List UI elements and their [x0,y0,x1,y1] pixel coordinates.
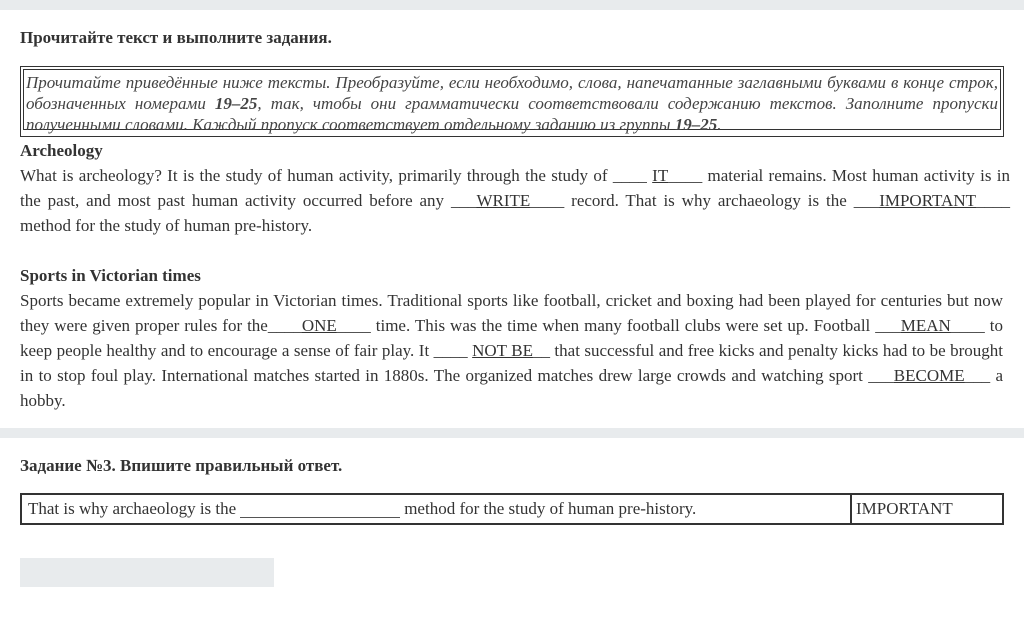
task-keyword-cell: IMPORTANT [856,499,953,518]
instruction-text [23,69,1001,134]
section-separator-band [0,428,1024,438]
text-segment: a hobby. [20,366,1004,410]
instruction-box [20,66,1004,137]
task-sentence-end: method for the study of human pre-history. [404,499,697,518]
gap-line: ____ [267,316,302,335]
top-separator-band [0,0,1024,10]
archeology-text [20,163,1010,238]
gap-line: ____ [950,316,985,335]
instruction-part-2: , так, чтобы они грамматически соответствовали содержанию текстов. Заполните пропуски полученными словами. Каждый пропуск соответствует отдельному заданию из группы [26,94,998,134]
task-table [20,493,1004,525]
text-segment: material remains. Most human activity is in the past, and most past human activity occurred before any [20,166,1010,210]
submit-button[interactable] [20,558,274,587]
gap-line: ____ [336,316,371,335]
gap-line: ___ [964,366,991,385]
text-segment: that successful and free kicks and penalty kicks had to be brought in to stop foul play. International matches started in 1880s. The organized matches drew large crowds and watching sport [20,341,1003,385]
gap-line: ___ [853,191,880,210]
text-segment: record. That is why archaeology is the [564,191,854,210]
victorian-title: Sports in Victorian times [20,266,201,285]
answer-input[interactable] [240,503,400,518]
gap-word-one: ONE [301,316,337,335]
gap-word-it: IT [652,166,669,185]
page-title: Прочитайте текст и выполните задания. [20,28,332,47]
text-segment: method for the study of human pre-history. [20,216,313,235]
gap-line: ____ [612,166,653,185]
instruction-range-1: 19–25 [214,94,258,113]
task-title: Задание №3. Впишите правильный ответ. [20,456,343,475]
gap-word-mean: MEAN [900,316,951,335]
gap-line: ___ [450,191,477,210]
gap-word-important: IMPORTANT [879,191,976,210]
victorian-text [20,288,1003,413]
gap-line: ____ [975,191,1010,210]
instruction-part-1: Прочитайте приведённые ниже тексты. Преобразуйте, если необходимо, слова, напечатанные заглавными буквами в конце строк, обозначенных номерами [26,73,998,113]
instruction-part-3: . [717,115,722,134]
task-question-cell [22,495,852,523]
text-segment: to keep people healthy and to encourage a sense of fair play. It [20,316,1003,360]
gap-line: ____ [433,341,473,360]
text-segment: time. This was the time when many football clubs were set up. Football [370,316,876,335]
text-segment: Sports became extremely popular in Victorian times. Traditional sports like football, cricket and boxing had been played for centuries but now they were given proper rules for the [20,291,1003,335]
text-segment: What is archeology? It is the study of human activity, primarily through the study of [20,166,613,185]
gap-line: ____ [668,166,703,185]
gap-line: __ [532,341,550,360]
instruction-range-2: 19–25 [674,115,718,134]
gap-line: ___ [868,366,894,385]
gap-word-write: WRITE [476,191,531,210]
gap-word-become: BECOME [893,366,965,385]
gap-line: ___ [875,316,901,335]
task-sentence-start: That is why archaeology is the [28,499,237,518]
gap-line: ____ [530,191,565,210]
gap-word-not-be: NOT BE [472,341,533,360]
archeology-title: Archeology [20,141,103,160]
